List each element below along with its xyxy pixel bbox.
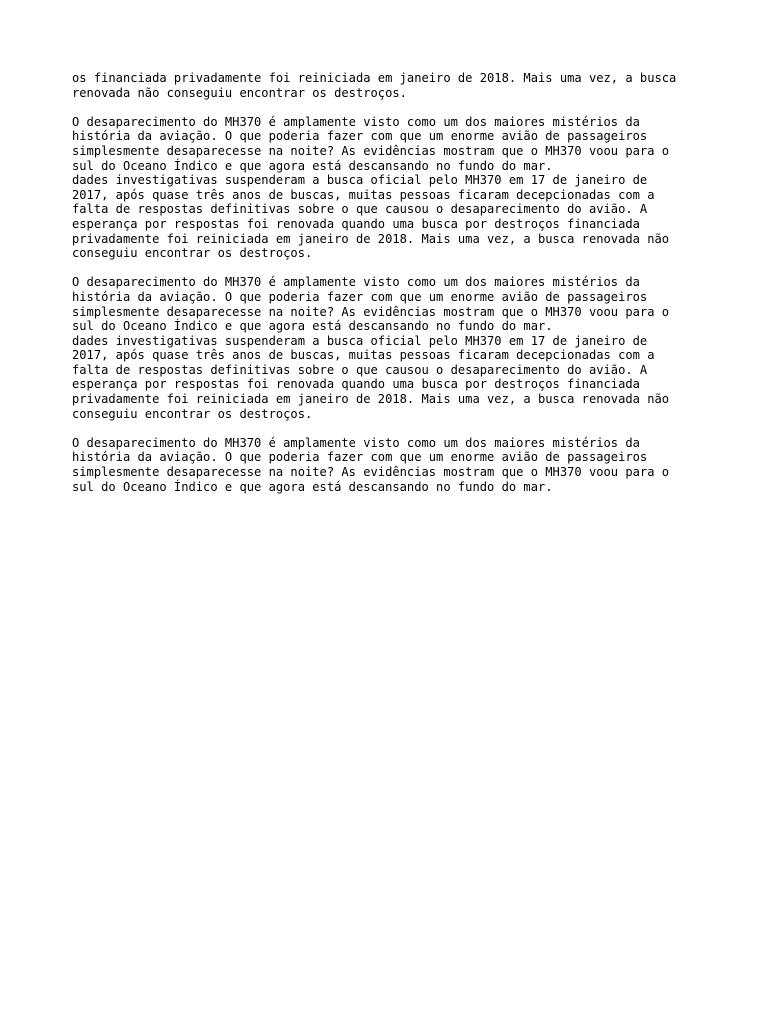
text-line: sul do Oceano Índico e que agora está descansando no fundo do mar.	[72, 479, 553, 494]
document-page	[72, 71, 712, 509]
paragraph	[72, 436, 712, 494]
paragraph	[72, 71, 712, 100]
text-line: sul do Oceano Índico e que agora está descansando no fundo do mar.	[72, 158, 553, 173]
text-line: sul do Oceano Índico e que agora está descansando no fundo do mar.	[72, 319, 553, 334]
text-line: história da aviação. O que poderia fazer com que um enorme avião de passageiros	[72, 289, 648, 304]
text-line: falta de respostas definitivas sobre o que causou o desaparecimento do avião. A	[72, 202, 648, 217]
text-line: simplesmente desaparecesse na noite? As evidências mostram que o MH370 voou para o	[72, 143, 670, 158]
text-line: O desaparecimento do MH370 é amplamente visto como um dos maiores mistérios da	[72, 275, 640, 290]
text-line: conseguiu encontrar os destroços.	[72, 246, 313, 261]
paragraph	[72, 275, 712, 421]
text-line: simplesmente desaparecesse na noite? As evidências mostram que o MH370 voou para o	[72, 304, 670, 319]
text-line: dades investigativas suspenderam a busca oficial pelo MH370 em 17 de janeiro de	[72, 173, 648, 188]
text-line: privadamente foi reiniciada em janeiro de 2018. Mais uma vez, a busca renovada não	[72, 231, 670, 246]
text-line: história da aviação. O que poderia fazer com que um enorme avião de passageiros	[72, 450, 648, 465]
text-line: os financiada privadamente foi reiniciada em janeiro de 2018. Mais uma vez, a busca	[72, 71, 677, 85]
text-line: conseguiu encontrar os destroços.	[72, 406, 313, 421]
text-line: esperança por respostas foi renovada quando uma busca por destroços financiada	[72, 377, 640, 392]
text-line: simplesmente desaparecesse na noite? As evidências mostram que o MH370 voou para o	[72, 465, 670, 480]
text-line: esperança por respostas foi renovada quando uma busca por destroços financiada	[72, 216, 640, 231]
text-line: O desaparecimento do MH370 é amplamente visto como um dos maiores mistérios da	[72, 435, 640, 450]
text-line: falta de respostas definitivas sobre o que causou o desaparecimento do avião. A	[72, 362, 648, 377]
paragraph	[72, 115, 712, 261]
text-line: 2017, após quase três anos de buscas, muitas pessoas ficaram decepcionadas com a	[72, 348, 655, 363]
text-line: O desaparecimento do MH370 é amplamente visto como um dos maiores mistérios da	[72, 114, 640, 129]
text-line: dades investigativas suspenderam a busca oficial pelo MH370 em 17 de janeiro de	[72, 333, 648, 348]
text-line: história da aviação. O que poderia fazer com que um enorme avião de passageiros	[72, 129, 648, 144]
text-line: privadamente foi reiniciada em janeiro de 2018. Mais uma vez, a busca renovada não	[72, 392, 670, 407]
text-line: 2017, após quase três anos de buscas, muitas pessoas ficaram decepcionadas com a	[72, 187, 655, 202]
text-line: renovada não conseguiu encontrar os destroços.	[72, 85, 407, 100]
